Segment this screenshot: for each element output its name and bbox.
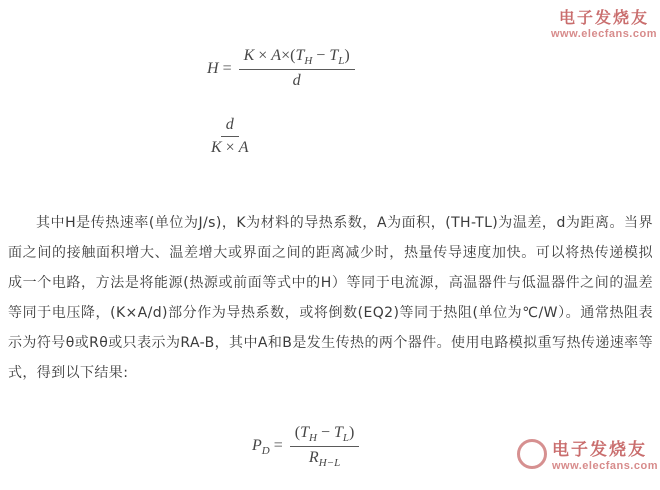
formula3-denominator [309, 447, 340, 469]
formula3-lhs [252, 437, 283, 457]
formula1-denominator [293, 70, 301, 90]
formula3-var-tl: T [333, 424, 343, 441]
formula3-var-p: P [252, 436, 262, 454]
formula1-fraction [239, 47, 355, 90]
body-paragraph: 其中H是传热速率(单位为J/s)，K为材料的导热系数，A为面积，(TH-TL)为温差，d为距离。当界面之间的接触面积增大、温差增大或界面之间的距离减少时，热量传导速度加快。可以将热传递模拟成一个电路，方法是将能源(热源或前面等式中的H）等同于电流源，高温器件与低温器件之间的温差等同于电压降，(K×A/d)部分作为导热系数，或将倒数(EQ2)等同于热阻(单位为℃/W）。通常热阻表示为符号θ或Rθ或只表示为RA-B，其中A和B是发生传热的两个器件。使用电路模拟重写热传递速率等式，得到以下结果: [8, 215, 653, 381]
formula1-var-a: A [271, 47, 282, 64]
formula1-lhs [207, 60, 232, 78]
formula1-sub-h: H [304, 55, 313, 68]
formula1-var-h: H [207, 59, 219, 77]
formula2-numerator [221, 116, 239, 137]
formula3-var-th: T [300, 424, 309, 441]
formula3-equals: = [273, 436, 283, 454]
formula3-open-paren: ( [294, 424, 301, 441]
formula2-var-k: K [211, 139, 222, 156]
formula1-times1: × [254, 47, 272, 64]
watermark-brand-text: 电子发烧友 [558, 8, 649, 27]
watermark-top [551, 5, 657, 40]
formula1-equals: = [222, 59, 232, 77]
watermark-bottom-text [552, 435, 658, 472]
formula3-numerator [290, 424, 360, 447]
elecfans-logo-icon [517, 439, 547, 469]
formula2-fraction [211, 116, 248, 157]
formula3-sub-d: D [261, 444, 270, 457]
formula3-fraction [290, 424, 360, 469]
formula2-denominator [211, 137, 248, 157]
formula1-var-tl: T [329, 47, 339, 64]
formula1-minus: − [312, 47, 330, 64]
formula1-var-d: d [292, 72, 301, 90]
formula1-close-paren: ) [344, 47, 350, 64]
formula3-sub-h: H [309, 432, 317, 445]
formula-thermal-resistance-term [211, 116, 248, 157]
formula-heat-transfer-rate [207, 47, 355, 90]
formula1-sub-l: L [338, 55, 345, 68]
formula2-times: × [221, 139, 239, 156]
watermark-url-text: www.elecfans.com [550, 28, 657, 40]
formula3-close-paren: ) [349, 424, 355, 441]
formula3-sub-hl: H−L [318, 457, 341, 470]
watermark-url-text: www.elecfans.com [551, 460, 658, 472]
watermark-bottom [517, 435, 658, 472]
watermark-brand-text: 电子发烧友 [551, 440, 647, 460]
formula2-var-a: A [238, 139, 249, 156]
formula1-numerator [239, 47, 355, 70]
formula1-var-k: K [243, 47, 255, 64]
formula-power-dissipation [252, 424, 359, 469]
formula1-times2: ×( [281, 47, 296, 64]
formula3-sub-l: L [342, 432, 350, 445]
formula2-var-d: d [225, 116, 234, 133]
formula3-minus: − [316, 424, 334, 441]
formula1-var-th: T [295, 47, 305, 64]
formula3-var-r: R [308, 449, 319, 467]
